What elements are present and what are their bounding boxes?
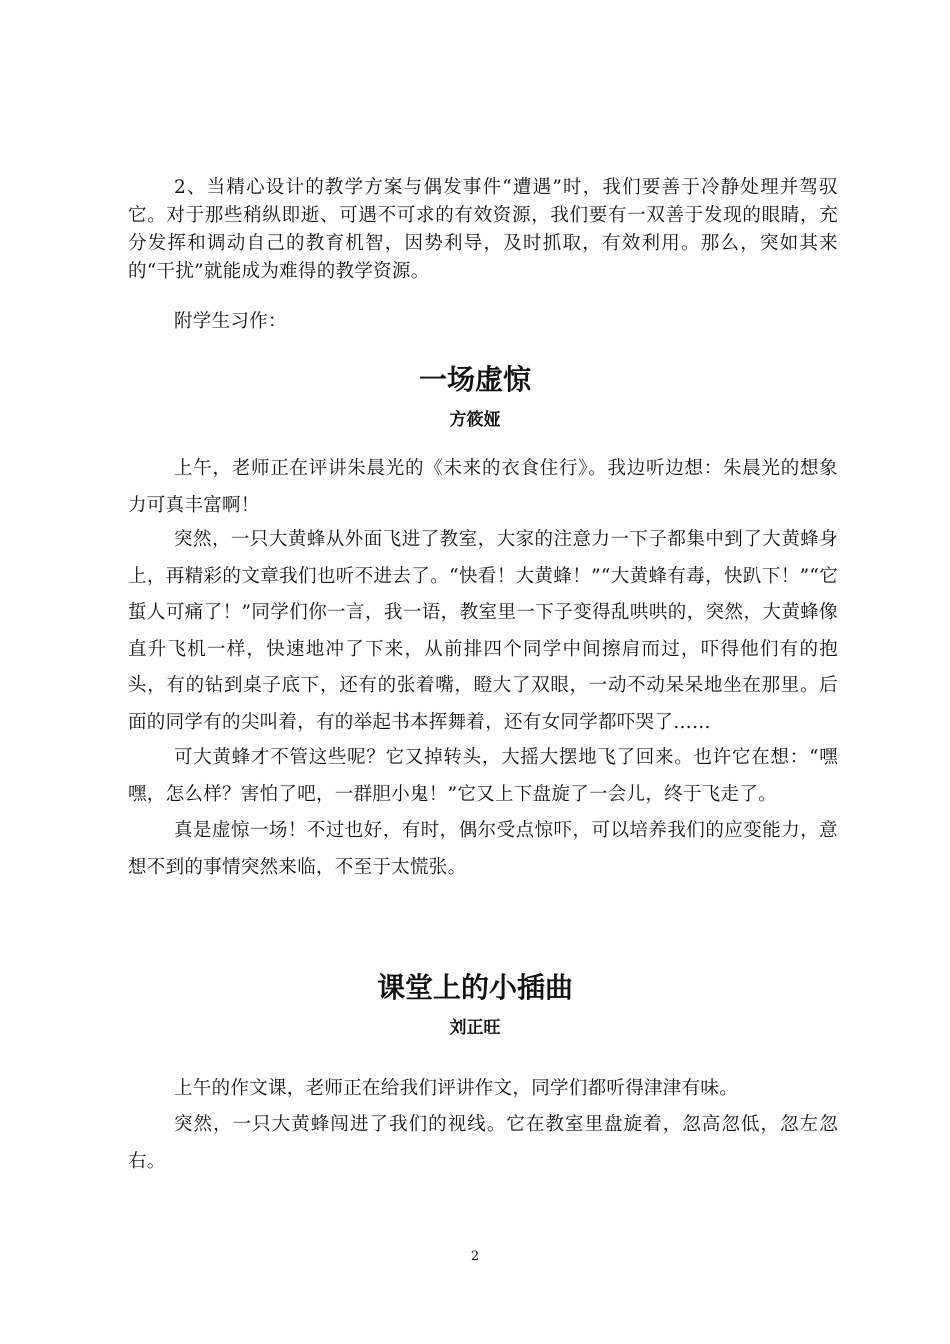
essay1-title: 一场虚惊: [418, 363, 531, 396]
essay1-paragraph-2: 突然，一只大黄蜂从外面飞进了教室，大家的注意力一下子都集中到了大黄蜂身上，再精彩的文章我们也听不进去了。“快看！大黄蜂！”“大黄蜂有毒，快趴下！”“它蜇人可痛了！”同学们你一言，我一语，教室里一下子变得乱哄哄的，突然，大黄蜂像直升飞机一样，快速地冲了下来，从前排四个同学中间擦肩而过，吓得他们有的抱头，有的钻到桌子底下，还有的张着嘴，瞪大了双眼，一动不动呆呆地坐在那里。后面的同学有的尖叫着，有的举起书本挥舞着，还有女同学都吓哭了……: [128, 529, 838, 733]
essay1-author: 方筱娅: [449, 410, 501, 430]
appendix-label: 附学生习作：: [174, 311, 287, 332]
page-number: 2: [470, 1249, 480, 1264]
essay1-paragraph-3: 可大黄蜂才不管这些呢？它又掉转头，大摇大摆地飞了回来。也许它在想：“嘿嘿，怎么样？害怕了吧，一群胆小鬼！”它又上下盘旋了一会儿，终于飞走了。: [128, 747, 838, 805]
intro-paragraph: 2、当精心设计的教学方案与偶发事件“遭遇”时，我们要善于冷静处理并驾驭它。对于那些稍纵即逝、可遇不可求的有效资源，我们要有一双善于发现的眼睛，充分发挥和调动自己的教育机智，因势利导，及时抓取，有效利用。那么，突如其来的“干扰”就能成为难得的教学资源。: [128, 177, 838, 282]
essay2-title: 课堂上的小插曲: [376, 971, 573, 1004]
essay2-author: 刘正旺: [449, 1018, 501, 1038]
essay1-paragraph-4: 真是虚惊一场！不过也好，有时，偶尔受点惊吓，可以培养我们的应变能力，意想不到的事情突然来临，不至于太慌张。: [128, 820, 838, 878]
essay2-paragraph-1: 上午的作文课，老师正在给我们评讲作文，同学们都听得津津有味。: [174, 1078, 739, 1099]
essay1-paragraph-1: 上午，老师正在评讲朱晨光的《未来的衣食住行》。我边听边想：朱晨光的想象力可真丰富啊！: [128, 458, 838, 516]
essay2-paragraph-2: 突然，一只大黄蜂闯进了我们的视线。它在教室里盘旋着，忽高忽低，忽左忽右。: [128, 1114, 838, 1172]
